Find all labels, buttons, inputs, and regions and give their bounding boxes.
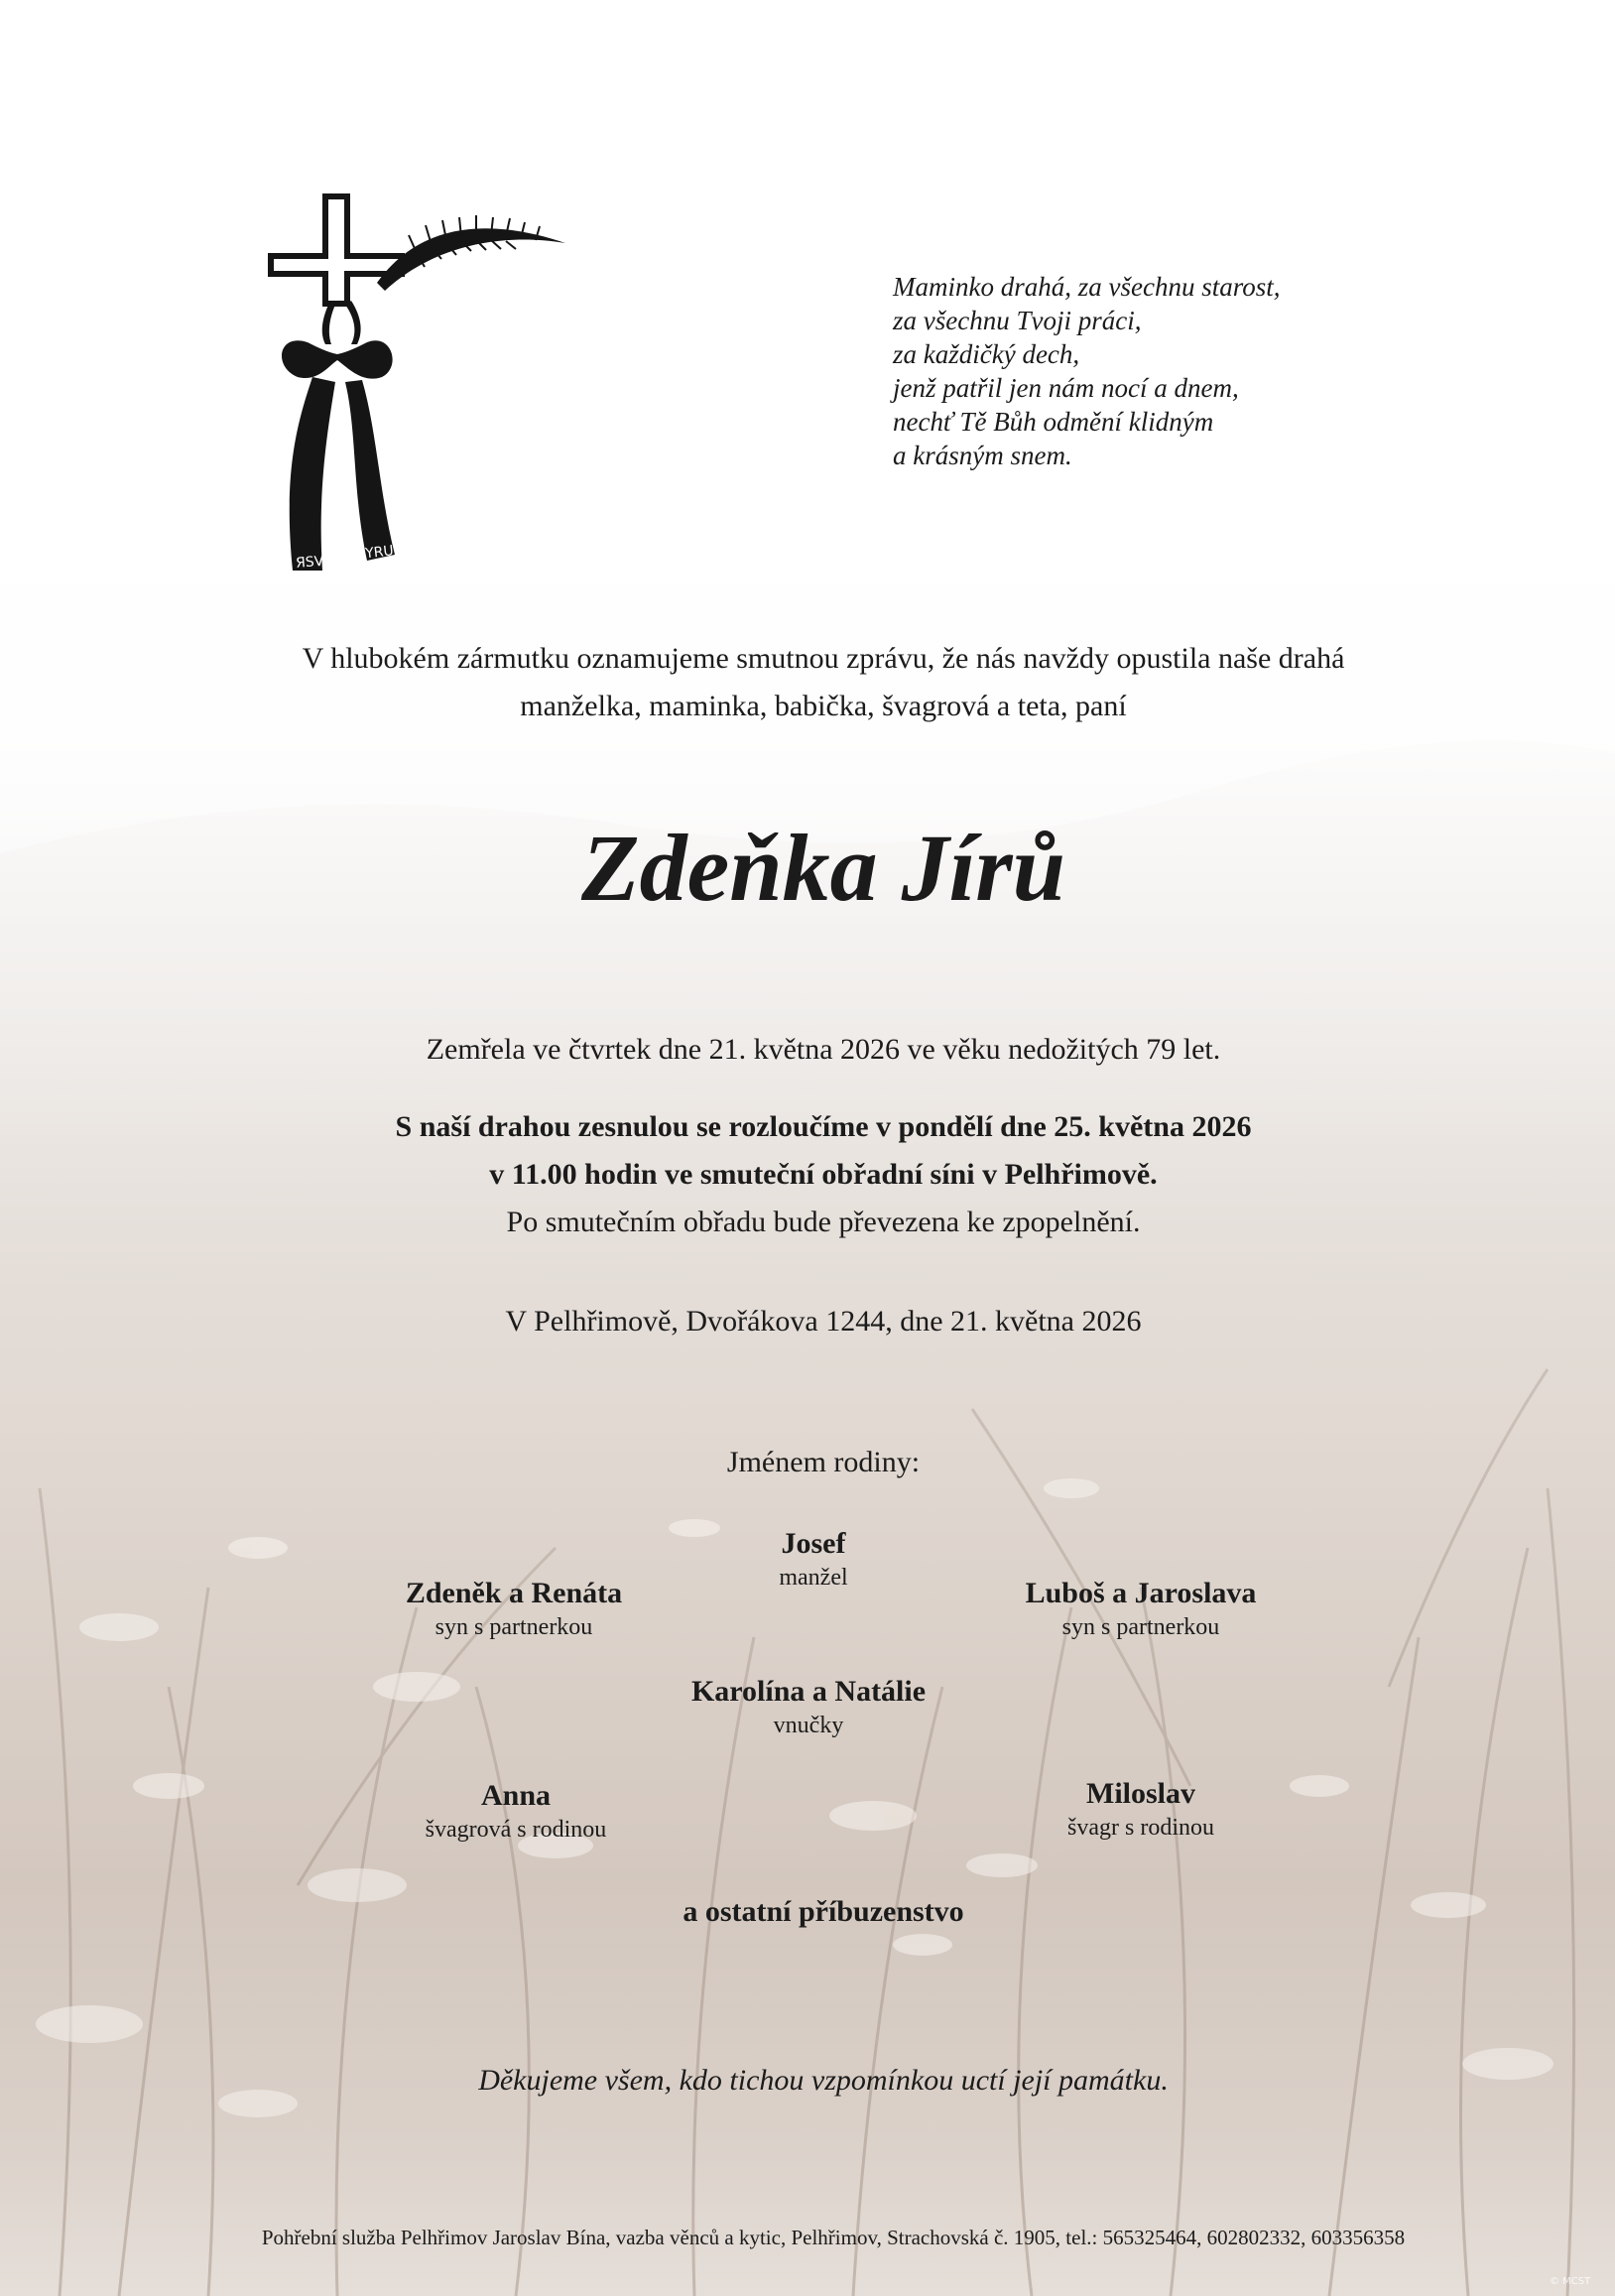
death-details: Zemřela ve čtvrtek dne 21. května 2026 ve věku nedožitých 79 let. — [426, 1033, 1221, 1066]
announcement-intro — [198, 635, 1448, 730]
place-and-date: V Pelhřimově, Dvořákova 1244, dne 21. května 2026 — [505, 1305, 1142, 1338]
intro-line: V hlubokém zármutku oznamujeme smutnou zprávu, že nás navždy opustila naše drahá — [302, 642, 1345, 675]
member-relation: švagr s rodinou — [1067, 1815, 1214, 1841]
thanks-line: Děkujeme všem, kdo tichou vzpomínkou uctí její památku. — [478, 2064, 1169, 2097]
funeral-service-footer: Pohřební služba Pelhřimov Jaroslav Bína, vazba věnců a kytic, Pelhřimov, Strachovská č. 1905, tel.: 565325464, 602802332, 603356358 — [261, 2226, 1406, 2249]
other-relatives: a ostatní příbuzenstvo — [683, 1895, 964, 1928]
cremation-line: Po smutečním obřadu bude převezena ke zpopelnění. — [506, 1206, 1141, 1238]
poem — [893, 270, 1409, 472]
poem-line: nechť Tě Bůh odmění klidným — [893, 407, 1214, 437]
family-member — [932, 1575, 1349, 1642]
family-heading: Jménem rodiny: — [726, 1446, 921, 1478]
family-member — [306, 1575, 722, 1642]
poem-line: za všechnu Tvoji práci, — [893, 306, 1142, 335]
member-name: Luboš a Jaroslava — [1025, 1577, 1257, 1609]
member-relation: švagrová s rodinou — [425, 1817, 607, 1843]
ribbon-tail-left — [290, 377, 335, 571]
member-relation: manžel — [779, 1565, 848, 1591]
member-relation: syn s partnerkou — [435, 1614, 593, 1640]
poem-line: jenž patřil jen nám nocí a dnem, — [893, 373, 1239, 403]
poem-line: Maminko drahá, za všechnu starost, — [893, 272, 1281, 302]
member-relation: vnučky — [773, 1713, 844, 1738]
funeral-details — [198, 1103, 1448, 1246]
deceased-name: Zdeňka Jírů — [580, 815, 1066, 921]
family-member — [932, 1775, 1349, 1843]
funeral-date-line: S naší drahou zesnulou se rozloučíme v pondělí dne 25. května 2026 — [395, 1110, 1252, 1143]
poem-line: a krásným snem. — [893, 441, 1072, 470]
member-name: Karolína a Natálie — [690, 1675, 927, 1708]
member-relation: syn s partnerkou — [1061, 1614, 1220, 1640]
member-name: Josef — [781, 1527, 846, 1560]
member-name: Anna — [480, 1779, 552, 1812]
family-member — [308, 1777, 724, 1845]
family-member — [600, 1673, 1017, 1740]
intro-line: manželka, maminka, babička, švagrová a teta, paní — [520, 690, 1127, 722]
ribbon-text-right: YRUJ — [364, 542, 399, 563]
funeral-place-line: v 11.00 hodin ve smuteční obřadní síni v Pelhřimově. — [489, 1158, 1158, 1191]
ribbon-text-left: ЯSV — [295, 553, 324, 572]
poem-line: za každičký dech, — [893, 339, 1080, 369]
stems — [322, 301, 361, 344]
cross-with-palm-and-ribbon-icon — [268, 193, 575, 575]
member-name: Zdeněk a Renáta — [405, 1577, 623, 1609]
member-name: Miloslav — [1086, 1777, 1195, 1810]
corner-stamp: © MCST — [1550, 2276, 1591, 2287]
ribbon-tail-right — [345, 380, 395, 561]
ribbon-bow — [282, 340, 393, 378]
